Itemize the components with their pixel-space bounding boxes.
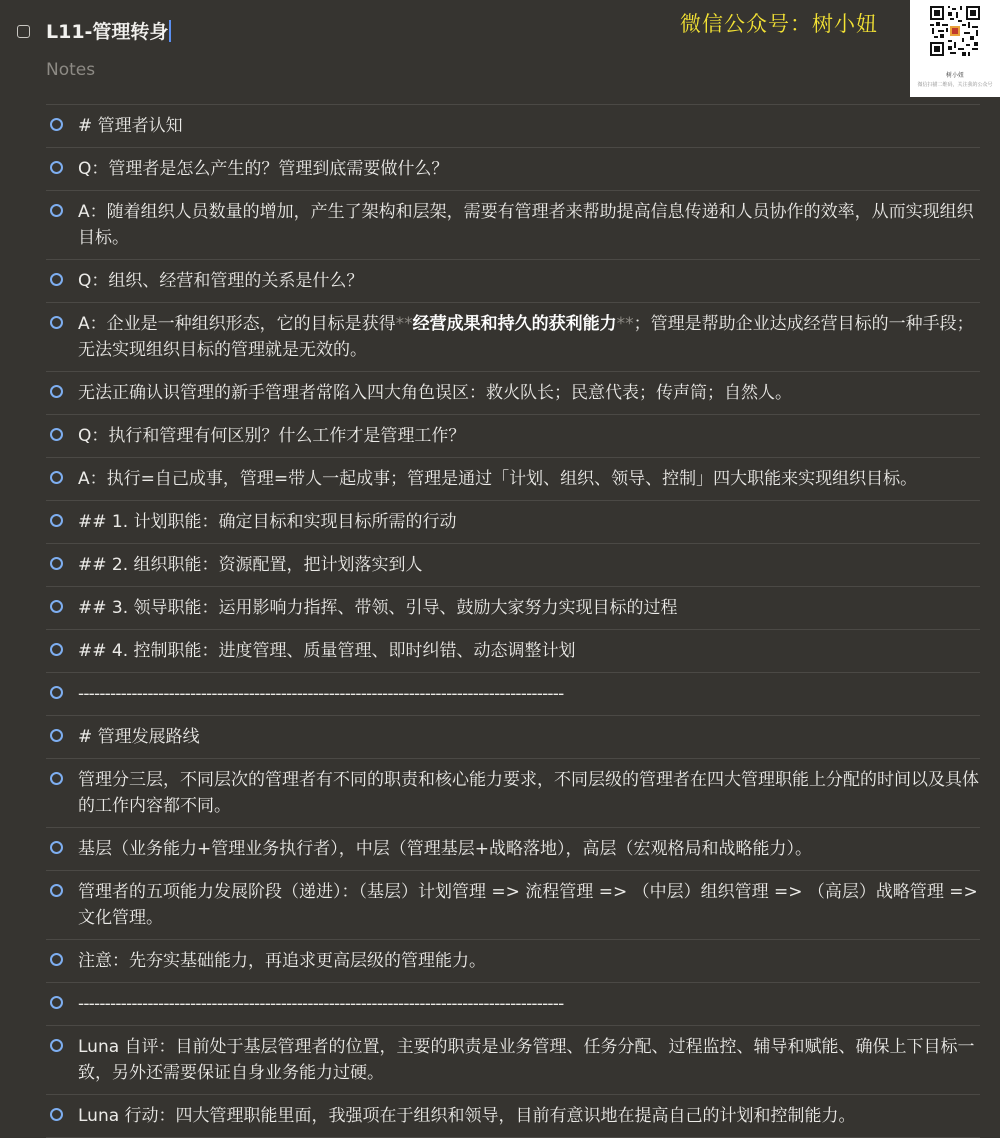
bullet-icon[interactable]: [50, 686, 63, 699]
outline-item[interactable]: [46, 715, 980, 758]
task-checkbox[interactable]: [17, 25, 30, 38]
outline-item[interactable]: [46, 982, 980, 1025]
bullet-icon[interactable]: [50, 1039, 63, 1052]
outline-item-text[interactable]: # 管理者认知: [78, 116, 183, 136]
outline-item[interactable]: [46, 104, 980, 147]
outline-item-text[interactable]: ## 4. 控制职能：进度管理、质量管理、即时纠错、动态调整计划: [78, 641, 576, 661]
bold-text: 经营成果和持久的获利能力: [412, 314, 617, 334]
outline-item[interactable]: [46, 586, 980, 629]
outline-item-text[interactable]: 基层（业务能力+管理业务执行者），中层（管理基层+战略落地），高层（宏观格局和战略能力）。: [78, 839, 812, 859]
task-header: [0, 0, 1000, 100]
outline-item-text[interactable]: 无法正确认识管理的新手管理者常陷入四大角色误区：救火队长；民意代表；传声筒；自然人。: [78, 383, 792, 403]
outline-item-text[interactable]: A：执行=自己成事，管理=带人一起成事；管理是通过「计划、组织、领导、控制」四大职能来实现组织目标。: [78, 469, 918, 489]
outline-item-text[interactable]: ## 1. 计划职能：确定目标和实现目标所需的行动: [78, 512, 457, 532]
outline-item[interactable]: [46, 190, 980, 259]
outline-item[interactable]: [46, 758, 980, 827]
outline-item-text[interactable]: ## 3. 领导职能：运用影响力指挥、带领、引导、鼓励大家努力实现目标的过程: [78, 598, 678, 618]
outline-item-text[interactable]: A：随着组织人员数量的增加，产生了架构和层架，需要有管理者来帮助提高信息传递和人员协作的效率，从而实现组织目标。: [78, 202, 974, 248]
qr-code-card: [910, 0, 1000, 97]
bullet-icon[interactable]: [50, 471, 63, 484]
bullet-icon[interactable]: [50, 884, 63, 897]
task-title[interactable]: [46, 20, 171, 44]
outline-item[interactable]: [46, 371, 980, 414]
outline-item[interactable]: [46, 827, 980, 870]
bullet-icon[interactable]: [50, 273, 63, 286]
bullet-icon[interactable]: [50, 1108, 63, 1121]
qr-caption: 树小妞: [945, 72, 964, 79]
bullet-icon[interactable]: [50, 385, 63, 398]
outline-item-text[interactable]: [78, 311, 980, 363]
outline-item[interactable]: [46, 629, 980, 672]
outline-item[interactable]: [46, 414, 980, 457]
outline-item[interactable]: [46, 1025, 980, 1094]
bullet-icon[interactable]: [50, 772, 63, 785]
outline-item[interactable]: [46, 939, 980, 982]
outline-item-text[interactable]: ## 2. 组织职能：资源配置，把计划落实到人: [78, 555, 423, 575]
text-segment: ；管理是帮助企业达成经营目标的一种手段；无法实现组织目标的管理就是无效的。: [78, 314, 974, 360]
outline-item[interactable]: [46, 302, 980, 371]
text-caret: [169, 20, 171, 42]
bullet-icon[interactable]: [50, 996, 63, 1009]
outline-item[interactable]: [46, 500, 980, 543]
bullet-icon[interactable]: [50, 643, 63, 656]
outline-item[interactable]: [46, 672, 980, 715]
outline-list: [46, 104, 984, 1138]
outline-item-text[interactable]: 注意：先夯实基础能力，再追求更高层级的管理能力。: [78, 951, 486, 971]
bullet-icon[interactable]: [50, 316, 63, 329]
bullet-icon[interactable]: [50, 118, 63, 131]
bullet-icon[interactable]: [50, 514, 63, 527]
outline-item[interactable]: [46, 1094, 980, 1138]
separator-text[interactable]: -------------------------------------------------------------------------------------------: [78, 684, 564, 704]
task-title-text: L11-管理转身: [46, 21, 169, 43]
outline-item[interactable]: [46, 259, 980, 302]
wechat-watermark: 微信公众号：树小妞: [680, 12, 878, 36]
outline-item[interactable]: [46, 870, 984, 939]
outline-item-text[interactable]: Luna 行动：四大管理职能里面，我强项在于组织和领导，目前有意识地在提高自己的计划和控制能力。: [78, 1106, 856, 1126]
outline-item-text[interactable]: 管理者的五项能力发展阶段（递进）：（基层）计划管理 => 流程管理 => （中层）组织管理 => （高层）战略管理 => 文化管理。: [78, 882, 984, 928]
bullet-icon[interactable]: [50, 428, 63, 441]
bullet-icon[interactable]: [50, 557, 63, 570]
bullet-icon[interactable]: [50, 953, 63, 966]
outline-item[interactable]: [46, 543, 980, 586]
qr-code-icon: [930, 6, 980, 56]
outline-item-text[interactable]: 管理分三层，不同层次的管理者有不同的职责和核心能力要求，不同层级的管理者在四大管理职能上分配的时间以及具体的工作内容都不同。: [78, 770, 979, 816]
text-segment: A：企业是一种组织形态，它的目标是获得: [78, 314, 396, 334]
outline-item[interactable]: [46, 147, 980, 190]
bullet-icon[interactable]: [50, 729, 63, 742]
notes-field[interactable]: Notes: [46, 60, 96, 80]
outline-item-text[interactable]: Luna 自评：目前处于基层管理者的位置，主要的职责是业务管理、任务分配、过程监控、辅导和赋能、确保上下目标一致，另外还需要保证自身业务能力过硬。: [78, 1037, 975, 1083]
bullet-icon[interactable]: [50, 161, 63, 174]
outline-item-text[interactable]: # 管理发展路线: [78, 727, 200, 747]
bullet-icon[interactable]: [50, 841, 63, 854]
markdown-marker: **: [395, 314, 413, 334]
separator-text[interactable]: -------------------------------------------------------------------------------------------: [78, 994, 564, 1014]
outline-item[interactable]: [46, 457, 980, 500]
bullet-icon[interactable]: [50, 204, 63, 217]
bullet-icon[interactable]: [50, 600, 63, 613]
outline-item-text[interactable]: Q：执行和管理有何区别？什么工作才是管理工作？: [78, 426, 466, 446]
markdown-marker: **: [616, 314, 634, 334]
qr-subtitle: 微信扫描二维码，关注我的公众号: [917, 82, 993, 88]
outline-item-text[interactable]: Q：组织、经营和管理的关系是什么？: [78, 271, 364, 291]
outline-item-text[interactable]: Q：管理者是怎么产生的？管理到底需要做什么？: [78, 159, 449, 179]
